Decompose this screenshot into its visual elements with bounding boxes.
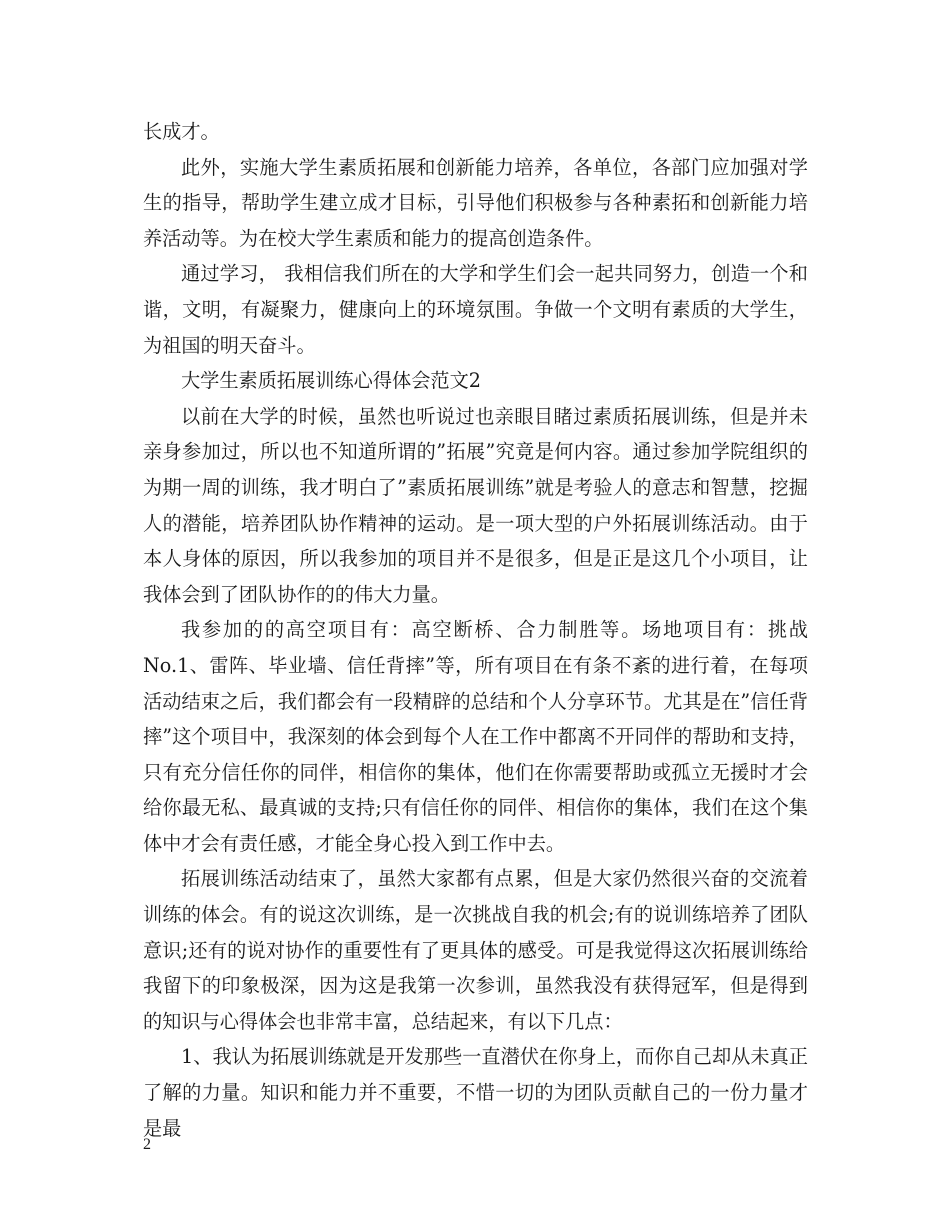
paragraph-5: 以前在大学的时候，虽然也听说过也亲眼目睹过素质拓展训练，但是并未亲身参加过，所以也不知道所谓的”拓展”究竟是何内容。通过参加学院组织的为期一周的训练，我才明白了”素质拓展训练”就是考验人的意志和智慧，挖掘人的潜能，培养团队协作精神的运动。是一项大型的户外拓展训练活动。由于本人身体的原因，所以我参加的项目并不是很多，但是正是这几个小项目，让我体会到了团队协作的的伟大力量。 <box>143 404 808 606</box>
page-number: 2 <box>143 1136 151 1153</box>
paragraph-7: 拓展训练活动结束了，虽然大家都有点累，但是大家仍然很兴奋的交流着训练的体会。有的说这次训练，是一次挑战自我的机会;有的说训练培养了团队意识;还有的说对协作的重要性有了更具体的感受。可是我觉得这次拓展训练给我留下的印象极深，因为这是我第一次参训，虽然我没有获得冠军，但是得到的知识与心得体会也非常丰富，总结起来，有以下几点： <box>143 867 808 1033</box>
paragraph-1: 长成才。 <box>143 120 220 143</box>
paragraph-6: 我参加的的高空项目有：高空断桥、合力制胜等。场地项目有：挑战No.1、雷阵、毕业墙、信任背摔”等，所有项目在有条不紊的进行着，在每项活动结束之后，我们都会有一段精辟的总结和个人分享环节。尤其是在”信任背摔”这个项目中，我深刻的体会到每个人在工作中都离不开同伴的帮助和支持，只有充分信任你的同伴，相信你的集体，他们在你需要帮助或孤立无援时才会给你最无私、最真诚的支持;只有信任你的同伴、相信你的集体，我们在这个集体中才会有责任感，才能全身心投入到工作中去。 <box>143 618 808 855</box>
body-text <box>143 114 808 1146</box>
section-heading: 大学生素质拓展训练心得体会范文2 <box>181 369 482 393</box>
paragraph-3: 通过学习， 我相信我们所在的大学和学生们会一起共同努力，创造一个和谐，文明，有凝聚力，健康向上的环境氛围。争做一个文明有素质的大学生，为祖国的明天奋斗。 <box>143 262 808 357</box>
paragraph-2: 此外，实施大学生素质拓展和创新能力培养，各单位，各部门应加强对学生的指导，帮助学生建立成才目标，引导他们积极参与各种素拓和创新能力培养活动等。为在校大学生素质和能力的提高创造条件。 <box>143 155 808 250</box>
paragraph-8: 1、我认为拓展训练就是开发那些一直潜伏在你身上，而你自己却从未真正了解的力量。知识和能力并不重要，不惜一切的为团队贡献自己的一份力量才是最 <box>143 1045 808 1140</box>
